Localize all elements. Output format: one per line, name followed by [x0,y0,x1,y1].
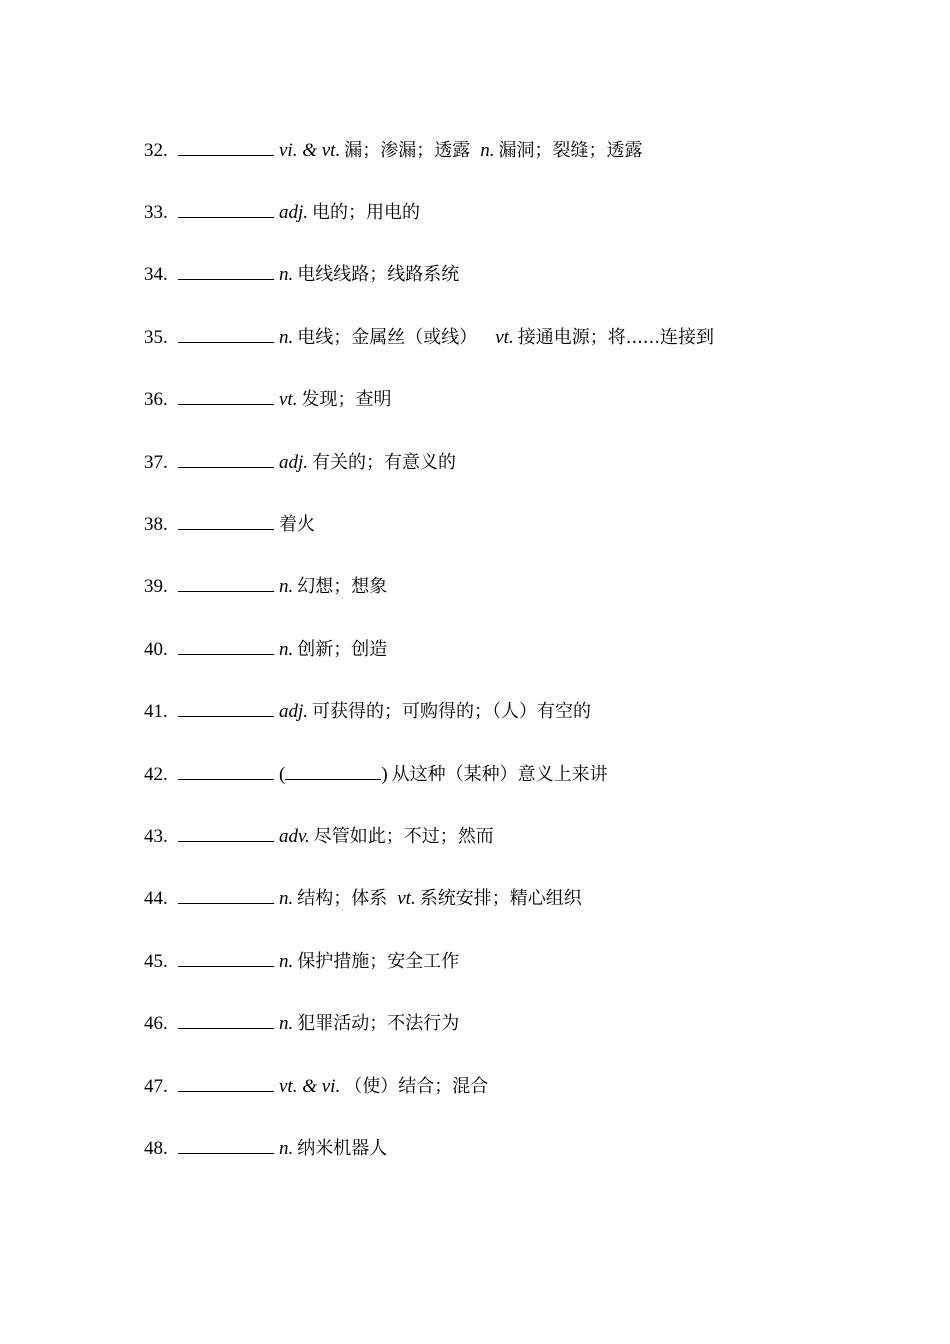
definition: 保护措施；安全工作 [297,951,460,972]
definition: 电线线路；线路系统 [297,264,460,285]
item-number: 33. [144,202,168,223]
definition: 着火 [279,514,315,535]
list-item [144,884,582,914]
part-of-speech: adj. [279,452,309,473]
part-of-speech: n. [480,140,495,161]
list-item [144,572,387,602]
definition: 漏；渗漏；透露 [344,140,471,161]
list-item [144,260,459,290]
definition: 幻想；想象 [297,576,388,597]
part-of-speech: n. [279,327,294,348]
answer-blank-inner[interactable] [285,761,381,780]
part-of-speech: adj. [279,701,309,722]
answer-blank[interactable] [178,885,274,904]
list-item [144,1009,459,1039]
item-number: 43. [144,826,168,847]
answer-blank[interactable] [178,261,274,280]
close-paren: ) [381,764,388,785]
answer-blank[interactable] [178,948,274,967]
item-number: 45. [144,951,168,972]
list-item [144,635,387,665]
answer-blank[interactable] [178,823,274,842]
list-item [144,760,608,790]
answer-blank[interactable] [178,449,274,468]
part-of-speech: vt. [397,888,416,909]
item-number: 47. [144,1076,168,1097]
list-item [144,136,642,166]
part-of-speech: n. [279,576,294,597]
answer-blank[interactable] [178,698,274,717]
list-item [144,697,591,727]
item-number: 44. [144,888,168,909]
answer-blank[interactable] [178,636,274,655]
definition: 电的；用电的 [312,202,421,223]
answer-blank[interactable] [178,324,274,343]
item-number: 40. [144,639,168,660]
answer-blank[interactable] [178,199,274,218]
definition: 尽管如此；不过；然而 [313,826,494,847]
item-number: 34. [144,264,168,285]
part-of-speech: n. [279,951,294,972]
definition: 系统安排；精心组织 [419,888,582,909]
definition: 纳米机器人 [297,1138,388,1159]
part-of-speech: vi. & vt. [279,140,341,161]
definition: 电线；金属丝（或线） [297,327,478,348]
list-item [144,822,494,852]
answer-blank[interactable] [178,1010,274,1029]
definition: 结构；体系 [297,888,388,909]
part-of-speech: n. [279,264,294,285]
item-number: 36. [144,389,168,410]
answer-blank[interactable] [178,761,274,780]
part-of-speech: n. [279,1013,294,1034]
item-number: 32. [144,140,168,161]
part-of-speech: vt. [279,389,298,410]
definition: 接通电源；将......连接到 [517,327,715,348]
definition: 有关的；有意义的 [312,452,457,473]
part-of-speech: adv. [279,826,310,847]
answer-blank[interactable] [178,573,274,592]
open-paren: ( [279,764,286,785]
item-number: 35. [144,327,168,348]
item-number: 48. [144,1138,168,1159]
part-of-speech: adj. [279,202,309,223]
definition: 可获得的；可购得的；（人）有空的 [312,701,592,722]
list-item [144,198,420,228]
item-number: 38. [144,514,168,535]
answer-blank[interactable] [178,511,274,530]
answer-blank[interactable] [178,1135,274,1154]
definition: （使）结合；混合 [344,1076,489,1097]
definition: 发现；查明 [301,389,392,410]
list-item [144,448,456,478]
list-item [144,1134,387,1164]
item-number: 37. [144,452,168,473]
answer-blank[interactable] [178,137,274,156]
definition: 犯罪活动；不法行为 [297,1013,460,1034]
list-item [144,1072,488,1102]
definition: 漏洞；裂缝；透露 [498,140,643,161]
definition: 从这种（某种）意义上来讲 [391,764,608,785]
item-number: 46. [144,1013,168,1034]
part-of-speech: n. [279,639,294,660]
part-of-speech: n. [279,1138,294,1159]
part-of-speech: vt. & vi. [279,1076,341,1097]
item-number: 42. [144,764,168,785]
list-item [144,947,459,977]
definition: 创新；创造 [297,639,388,660]
list-item [144,323,714,353]
item-number: 39. [144,576,168,597]
answer-blank[interactable] [178,1073,274,1092]
answer-blank[interactable] [178,386,274,405]
list-item [144,510,315,540]
item-number: 41. [144,701,168,722]
part-of-speech: n. [279,888,294,909]
part-of-speech: vt. [495,327,514,348]
list-item [144,385,391,415]
